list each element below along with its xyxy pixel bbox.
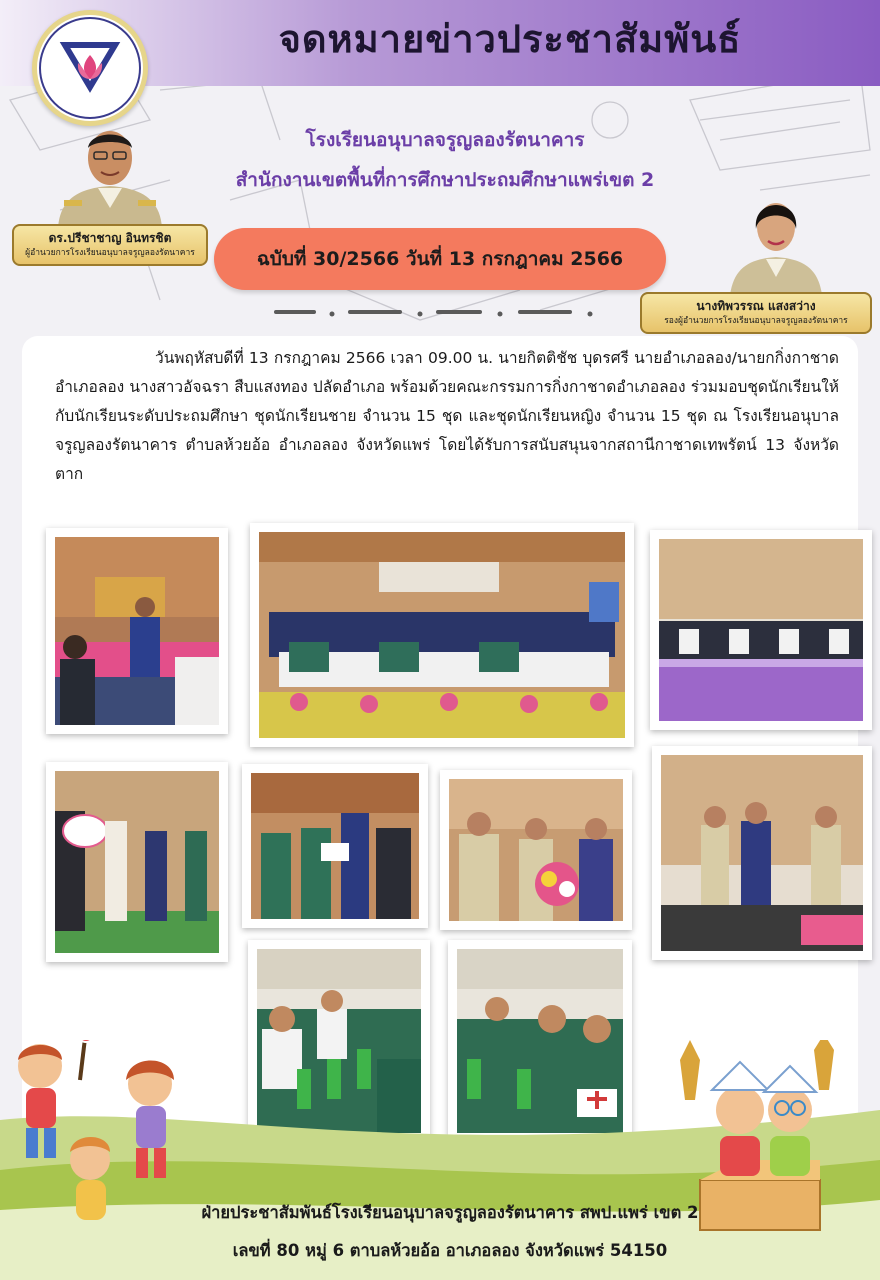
school-logo	[32, 10, 148, 126]
deputy-nameplate	[640, 292, 872, 334]
deputy-title: รองผู้อำนวยการโรงเรียนอนุบาลจรูญลองรัตนาคาร	[664, 316, 848, 326]
education-office-name: สำนักงานเขตพื้นที่การศึกษาประถมศึกษาแพร่เขต 2	[235, 169, 655, 191]
photo-group-students	[250, 523, 634, 747]
photo-meeting-room	[652, 746, 872, 960]
article-body: วันพฤหัสบดีที่ 13 กรกฎาคม 2566 เวลา 09.00 น. นายกิตติชัช บุดรศรี นายอำเภอลอง/นายกกิ่งกาชาดอำเภอลอง นางสาวอัจฉรา สืบแสงทอง ปลัดอำเภอ พร้อมด้วยคณะกรรมการกิ่งกาชาดอำเภอลอง ร่วมมอบชุดนักเรียนให้กับนักเรียนระดับประถมศึกษา ชุดนักเรียนชาย จำนวน 15 ชุด และชุดนักเรียนหญิง จำนวน 15 ชุด ณ โรงเรียนอนุบาลจรูญลองรัตนาคาร ตำบลห้วยอ้อ อำเภอลอง จังหวัดแพร่ โดยได้รับการสนับสนุนจากสถานีกาชาดเทพรัตน์ 13 จังหวัดตาก	[55, 349, 839, 483]
director-nameplate	[12, 224, 208, 266]
photo-handover-1	[46, 762, 228, 962]
photo-ceremony-stage	[46, 528, 228, 734]
photo-committee-table	[650, 530, 872, 730]
photo-handover-2	[242, 764, 428, 928]
footer-address: เลขที่ 80 หมู่ 6 ตาบลห้วยอ้อ อาเภอลอง จังหวัดแพร่ 54150	[232, 1241, 668, 1260]
deputy-portrait	[726, 185, 826, 295]
school-name: โรงเรียนอนุบาลจรูญลองรัตนาคาร	[305, 129, 585, 151]
newsletter-title: จดหมายข่าวประชาสัมพันธ์	[278, 17, 742, 61]
footer-department: ฝ่ายประชาสัมพันธ์โรงเรียนอนุบาลจรูญลองรัตนาคาร สพป.แพร่ เขต 2	[201, 1203, 699, 1222]
director-title: ผู้อำนวยการโรงเรียนอนุบาลจรูญลองรัตนาคาร	[25, 248, 195, 258]
issue-badge: ฉบับที่ 30/2566 วันที่ 13 กรกฎาคม 2566	[214, 228, 666, 290]
deputy-name: นางทิพวรรณ แสงสว่าง	[696, 299, 816, 313]
decorative-dashes	[270, 302, 610, 322]
director-portrait	[50, 118, 170, 228]
director-name: ดร.ปรีชาชาญ อินทรชิต	[48, 231, 172, 245]
photo-officials	[440, 770, 632, 930]
